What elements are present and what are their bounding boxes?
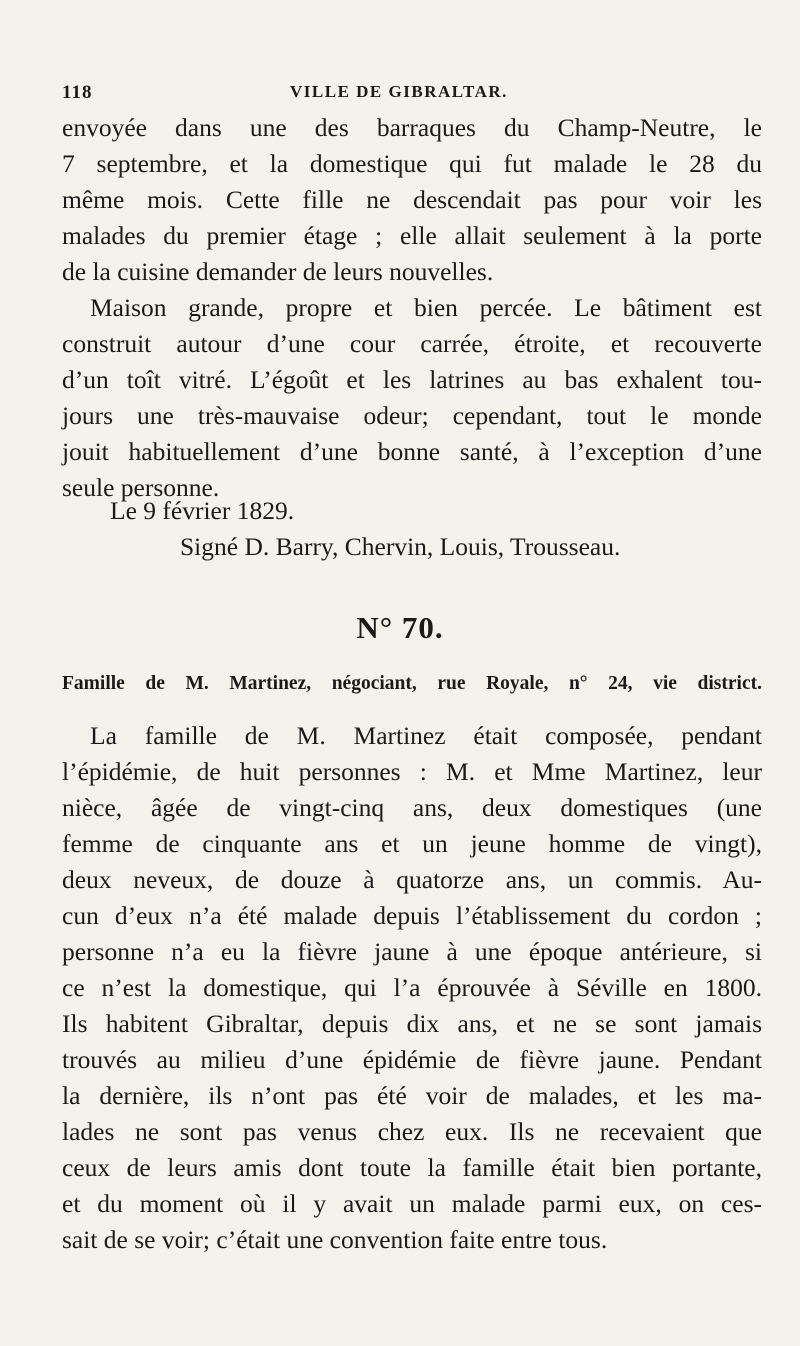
text-line: jours une très-mauvaise odeur; cependant, tout le monde: [62, 401, 762, 430]
text-line: d’un toît vitré. L’égoût et les latrines au bas exhalent tou-: [62, 365, 762, 394]
text-line: sait de se voir; c’était une convention faite entre tous.: [62, 1225, 608, 1254]
text-line: et du moment où il y avait un malade parmi eux, on ces-: [62, 1189, 762, 1218]
signature-line: Signé D. Barry, Chervin, Louis, Trousseau.: [180, 532, 621, 561]
text-line: nièce, âgée de vingt-cinq ans, deux domestiques (une: [62, 793, 762, 822]
text-line: construit autour d’une cour carrée, étroite, et recouverte: [62, 329, 762, 358]
paragraph-continuation: [62, 110, 762, 290]
text-line: l’épidémie, de huit personnes : M. et Mme Martinez, leur: [62, 757, 762, 786]
page-number: 118: [62, 82, 93, 103]
text-line: ceux de leurs amis dont toute la famille était bien portante,: [62, 1153, 762, 1182]
page-header: [62, 82, 742, 110]
text-line: cun d’eux n’a été malade depuis l’établissement du cordon ;: [62, 901, 762, 930]
text-line: malades du premier étage ; elle allait seulement à la porte: [62, 221, 762, 250]
text-line: lades ne sont pas venus chez eux. Ils ne recevaient que: [62, 1117, 762, 1146]
text-line: 7 septembre, et la domestique qui fut malade le 28 du: [62, 149, 762, 178]
text-line: jouit habituellement d’une bonne santé, à l’exception d’une: [62, 437, 762, 466]
text-line: même mois. Cette fille ne descendait pas pour voir les: [62, 185, 762, 214]
running-head: VILLE DE GIBRALTAR.: [290, 82, 508, 101]
section-number: N° 70.: [356, 610, 444, 645]
text-line: seule personne.: [62, 473, 220, 502]
text-line: trouvés au milieu d’une épidémie de fièvre jaune. Pendant: [62, 1045, 762, 1074]
text-line: Maison grande, propre et bien percée. Le bâtiment est: [90, 293, 762, 322]
text-line: La famille de M. Martinez était composée, pendant: [90, 721, 762, 750]
text-line: deux neveux, de douze à quatorze ans, un commis. Au-: [62, 865, 762, 894]
paragraph-martinez-family: [62, 718, 762, 1258]
text-line: personne n’a eu la fièvre jaune à une époque antérieure, si: [62, 937, 762, 966]
text-line: la dernière, ils n’ont pas été voir de malades, et les ma-: [62, 1081, 762, 1110]
dateline: Le 9 février 1829.: [110, 496, 295, 525]
text-line: ce n’est la domestique, qui l’a éprouvée à Séville en 1800.: [62, 973, 762, 1002]
paragraph-house-description: [62, 290, 762, 506]
text-line: Ils habitent Gibraltar, depuis dix ans, et ne se sont jamais: [62, 1009, 762, 1038]
text-line: femme de cinquante ans et un jeune homme de vingt),: [62, 829, 762, 858]
section-subheading: Famille de M. Martinez, négociant, rue Royale, n° 24, vie district.: [62, 673, 762, 694]
text-line: envoyée dans une des barraques du Champ-Neutre, le: [62, 113, 762, 142]
text-line: de la cuisine demander de leurs nouvelles.: [62, 257, 494, 286]
